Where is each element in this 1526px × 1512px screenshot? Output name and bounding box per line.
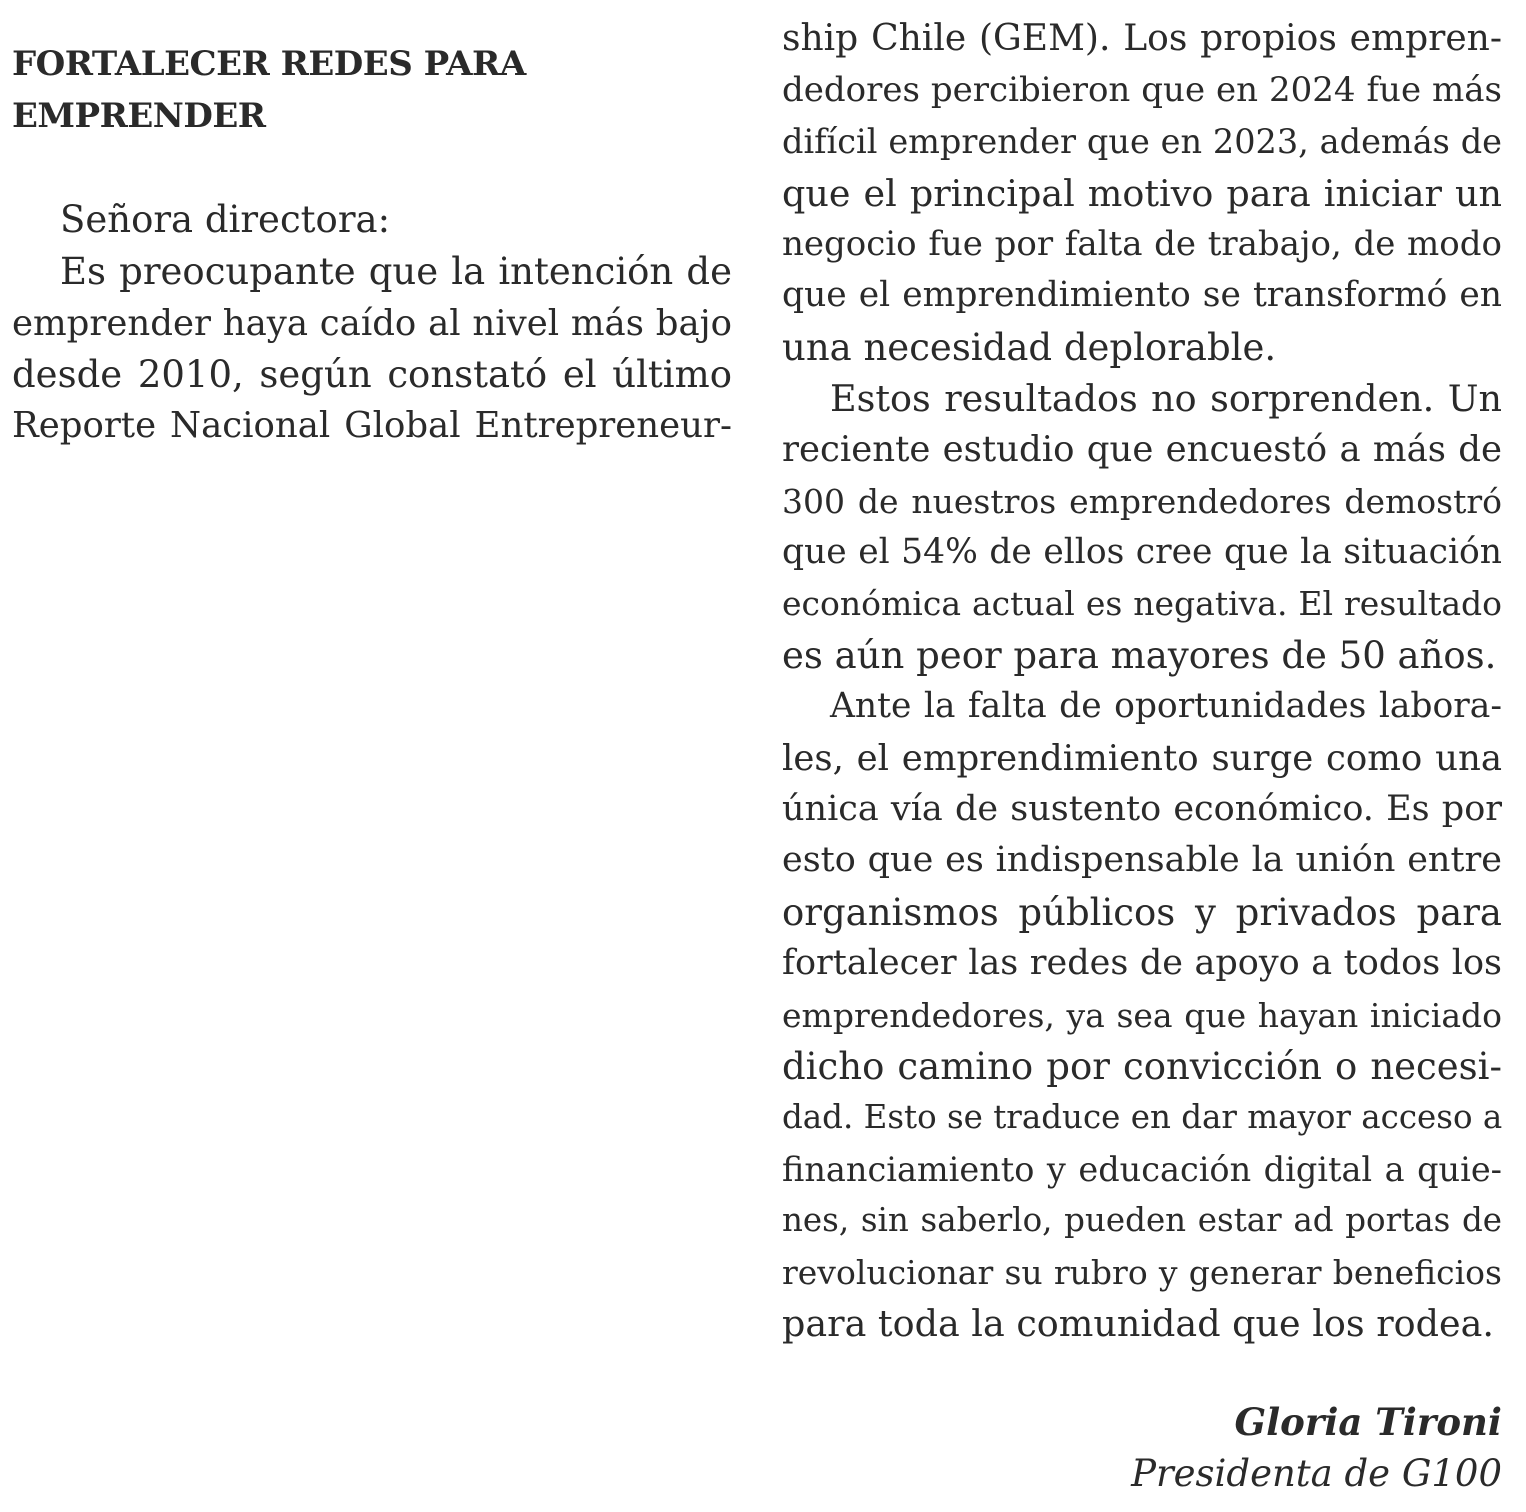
body-line: Estos resultados no sorprenden. Un	[830, 377, 1502, 420]
body-line: Ante la falta de oportunidades labora-	[830, 686, 1502, 726]
body-line: que el 54% de ellos cree que la situación	[782, 532, 1502, 572]
body-line: negocio fue por falta de trabajo, de modo	[782, 224, 1502, 264]
signature-role: Presidenta de G100	[1131, 1452, 1502, 1495]
body-line: Es preocupante que la intención de	[60, 250, 732, 293]
body-line: una necesidad deplorable.	[782, 326, 1277, 369]
body-line: ship Chile (GEM). Los propios empren-	[782, 18, 1502, 59]
headline-line-1: FORTALECER REDES PARA	[12, 44, 526, 84]
body-line: revolucionar su rubro y generar beneficios	[782, 1253, 1502, 1292]
body-line: que el emprendimiento se transformó en	[782, 275, 1502, 315]
body-line: dad. Esto se traduce en dar mayor acceso a	[782, 1098, 1503, 1136]
headline-line-2: EMPRENDER	[12, 96, 266, 136]
body-line: 300 de nuestros emprendedores demostró	[782, 482, 1502, 521]
body-line: dedores percibieron que en 2024 fue más	[782, 70, 1502, 110]
body-line: es aún peor para mayores de 50 años.	[782, 634, 1497, 677]
body-line: esto que es indispensable la unión entre	[782, 840, 1502, 880]
salutation: Señora directora:	[60, 198, 391, 241]
body-line: fortalecer las redes de apoyo a todos los	[782, 943, 1502, 983]
body-line: Reporte Nacional Global Entrepreneur-	[12, 405, 732, 446]
body-line: financiamiento y educación digital a quie-	[782, 1150, 1502, 1189]
signature-name: Gloria Tironi	[1234, 1400, 1502, 1444]
body-line: emprendedores, ya sea que hayan iniciado	[782, 996, 1502, 1035]
body-line: emprender haya caído al nivel más bajo	[12, 303, 732, 344]
body-line: dicho camino por convicción o necesi-	[782, 1045, 1502, 1088]
body-line: difícil emprender que en 2023, además de	[782, 122, 1502, 161]
body-line: desde 2010, según constató el último	[12, 353, 732, 396]
body-line: económica actual es negativa. El resultado	[782, 584, 1502, 623]
body-line: para toda la comunidad que los rodea.	[782, 1302, 1494, 1345]
signature-block	[1131, 1396, 1502, 1500]
body-line: les, el emprendimiento surge como una	[782, 738, 1502, 779]
body-line: que el principal motivo para iniciar un	[782, 172, 1502, 215]
body-line: nes, sin saberlo, pueden estar ad portas de	[782, 1201, 1502, 1239]
body-line: reciente estudio que encuestó a más de	[782, 429, 1502, 470]
body-line: organismos públicos y privados para	[782, 891, 1502, 934]
body-line: única vía de sustento económico. Es por	[782, 789, 1502, 829]
